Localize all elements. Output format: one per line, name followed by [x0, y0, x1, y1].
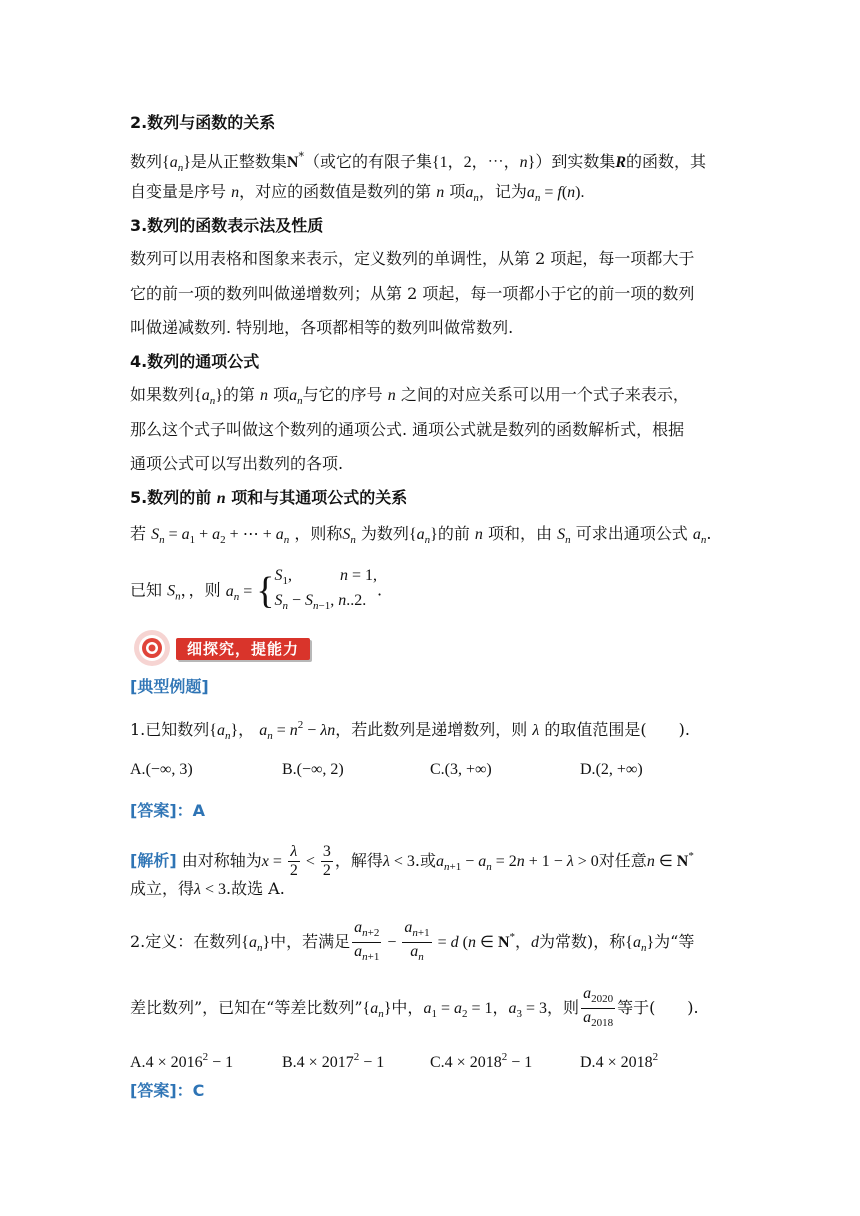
- q2-option-c: $C.4 \times 2018^2 - 1$: [430, 1051, 533, 1071]
- q2-answer: [答案]：C: [130, 1081, 205, 1100]
- q1-analysis-line-1: [解析] 由对称轴为x = $\frac{\lambda}{2}$ < $\frac{3}{2}$ ，解得λ < 3.或$a_{n+1} - a_n = 2n + 1 - \lambda > 0$对任意n ∈ N*: [130, 843, 694, 879]
- section-5-line-1: 若 $S_n = a_1 + a_2$ + ⋯ + $a_n$ ，则称$S_n$ 为数列$\{a_n\}$的前 n 项和，由 $S_n$ 可求出通项公式 $a_n$.: [130, 524, 712, 546]
- q1-answer: [答案]：A: [130, 801, 206, 820]
- section-3-line-2: 它的前一项的数列叫做递增数列；从第 2 项起，每一项都小于它的前一项的数列: [130, 284, 695, 303]
- q1-option-b: B.(−∞, 2): [282, 761, 344, 778]
- q1-option-c: C.(3, +∞): [430, 761, 492, 778]
- section-4-line-3: 通项公式可以写出数列的各项.: [130, 454, 344, 473]
- q2-option-b: $B.4 \times 2017^2 - 1$: [282, 1051, 385, 1071]
- q1-option-a: A.(−∞, 3): [130, 761, 193, 778]
- section-4-line-1: 如果数列$\{a_n\}$的第 n 项$a_n$与它的序号 n 之间的对应关系可以用一个式子来表示，: [130, 385, 689, 407]
- section-2-line-2: 自变量是序号 n，对应的函数值是数列的第 n 项$a_n$，记为$a_n = f(n)$.: [130, 182, 585, 204]
- banner-bar: [176, 638, 310, 660]
- q1-analysis-line-2: 成立，得λ < 3.故选 A.: [130, 879, 285, 898]
- section-5-title: 5.数列的前 n 项和与其通项公式的关系: [130, 488, 408, 507]
- section-2-title: 2.数列与函数的关系: [130, 113, 276, 132]
- section-3-line-3: 叫做递减数列. 特别地，各项都相等的数列叫做常数列.: [130, 318, 514, 337]
- section-2-line-1: 数列$\{a_n\}$是从正整数集N*（或它的有限子集{1，2，⋯，n}）到实数集R的函数，其: [130, 150, 707, 174]
- q1-option-d: D.(2, +∞): [580, 761, 643, 778]
- q2-option-a: $A.4 \times 2016^2 - 1$: [130, 1051, 234, 1071]
- question-1: 1.已知数列$\{a_n\}$， $a_n = n^2 - \lambda n$，若此数列是递增数列，则 λ 的取值范围是( ).: [130, 719, 690, 742]
- section-banner: [128, 628, 318, 668]
- section-4-title: 4.数列的通项公式: [130, 352, 260, 371]
- question-2-line-2: 差比数列”，已知在“等差比数列$”\{a_n\}$中，$a_1 = a_2 = 1$，$a_3 = 3$，则 $\frac{a_{2020}}{a_{2018}}$ 等于( ).: [130, 985, 699, 1029]
- section-5-line-2: 已知 $S_n$，，则 $a_n$ = { $S_1$, n = 1, $S_n - S_{n-1}$, n..2. .: [130, 567, 383, 612]
- target-icon: [128, 628, 176, 668]
- question-2-line-1: 2.定义：在数列$\{a_n\}$中，若满足 $\frac{a_{n+2}}{a_{n+1}}$ − $\frac{a_{n+1}}{a_n}$ = d (n ∈ N*，d为常数)，称$\{a_n\}$为“等: [130, 919, 695, 963]
- section-4-line-2: 那么这个式子叫做这个数列的通项公式. 通项公式就是数列的函数解析式，根据: [130, 420, 685, 439]
- banner-title: 细探究，提能力: [186, 640, 299, 658]
- examples-heading: [典型例题]: [130, 677, 209, 696]
- section-3-title: 3.数列的函数表示法及性质: [130, 216, 324, 235]
- section-3-line-1: 数列可以用表格和图象来表示，定义数列的单调性，从第 2 项起，每一项都大于: [130, 249, 695, 268]
- q2-option-d: $D.4 \times 2018^2$: [580, 1051, 659, 1071]
